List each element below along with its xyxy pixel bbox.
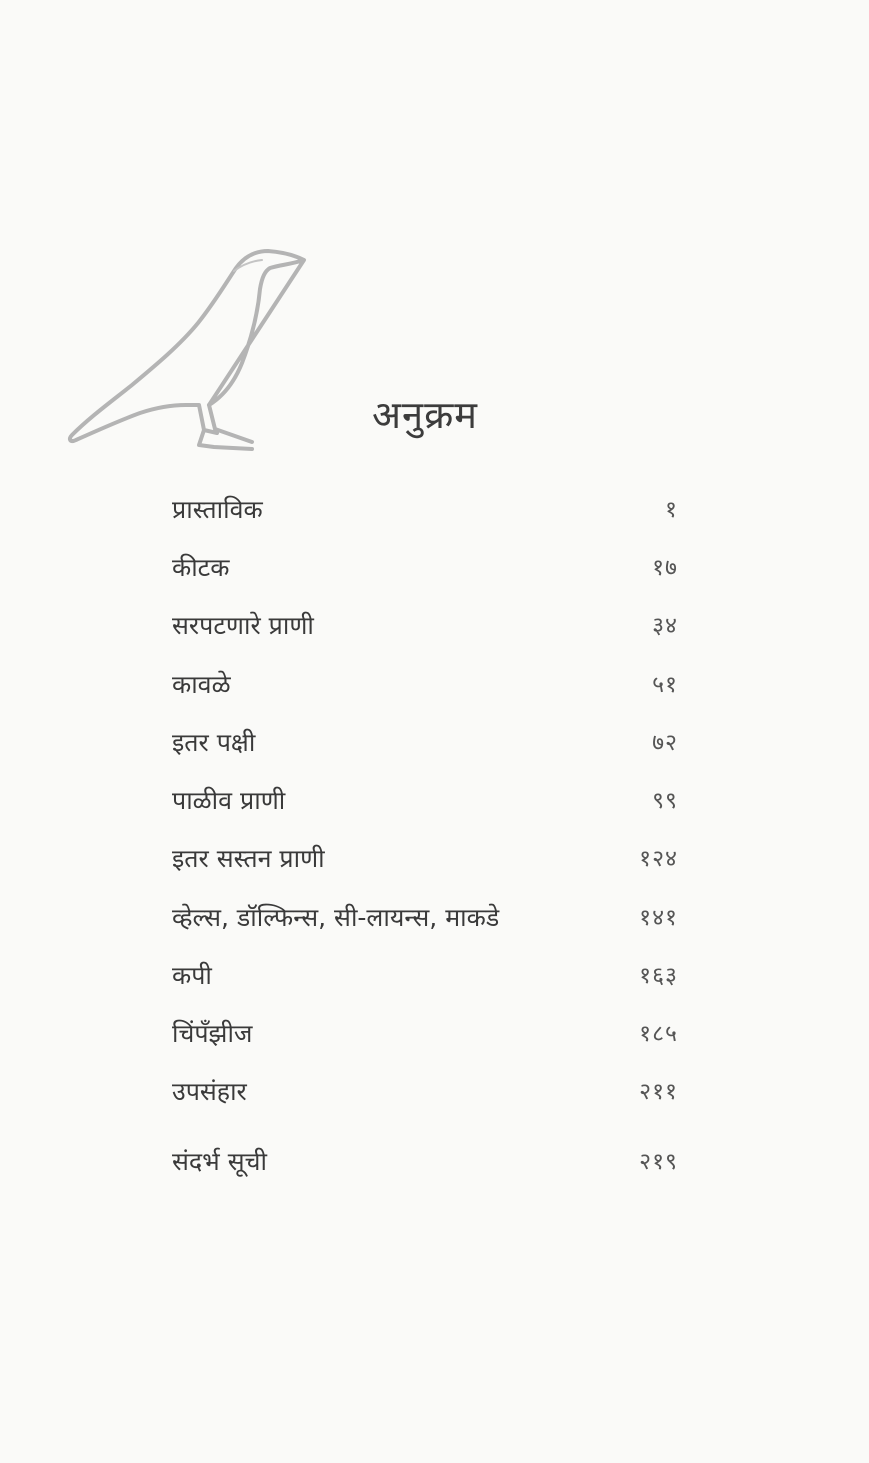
toc-entry-title: उपसंहार (172, 1077, 247, 1106)
toc-entry[interactable] (172, 1072, 678, 1112)
toc-entry-page: १७ (652, 555, 678, 581)
crow-icon (62, 245, 312, 460)
toc-entry-page: १२४ (639, 846, 678, 872)
toc-entry-title: चिंपँझीज (172, 1019, 253, 1048)
toc-entry-page: २११ (639, 1079, 678, 1105)
toc-entry-page: १४१ (639, 905, 678, 931)
toc-entry[interactable] (172, 781, 678, 821)
toc-entry[interactable] (172, 665, 678, 705)
toc-entry[interactable] (172, 956, 678, 996)
toc-entry[interactable] (172, 839, 678, 879)
toc-entry[interactable] (172, 606, 678, 646)
toc-entry-page: २१९ (639, 1149, 678, 1175)
toc-entry[interactable] (172, 548, 678, 588)
toc-entry-title: पाळीव प्राणी (172, 786, 286, 815)
toc-entry-page: ९९ (652, 788, 678, 814)
toc-entry-page: १६३ (639, 963, 678, 989)
toc-entry-title: सरपटणारे प्राणी (172, 611, 314, 640)
toc-entry[interactable] (172, 723, 678, 763)
toc-entry[interactable] (172, 1142, 678, 1182)
toc-entry-title: प्रास्ताविक (172, 495, 263, 524)
toc-entry[interactable] (172, 898, 678, 938)
toc-entry-page: १८५ (639, 1021, 678, 1047)
toc-entry-page: ५१ (652, 672, 678, 698)
toc-entry[interactable] (172, 490, 678, 530)
page-title: अनुक्रम (372, 393, 479, 437)
toc-entry-title: व्हेल्स, डॉल्फिन्स, सी-लायन्स, माकडे (172, 903, 500, 932)
toc-entry-page: ३४ (652, 613, 678, 639)
toc-entry-title: कावळे (172, 670, 231, 699)
toc-entry-title: कपी (172, 961, 212, 990)
toc-entry-title: कीटक (172, 553, 230, 582)
toc-entry-title: इतर सस्तन प्राणी (172, 844, 325, 873)
toc-entry-page: १ (665, 497, 678, 523)
toc-entry-title: इतर पक्षी (172, 728, 256, 757)
toc-entry-title: संदर्भ सूची (172, 1147, 267, 1176)
toc-entry-page: ७२ (652, 730, 678, 756)
toc-entry[interactable] (172, 1014, 678, 1054)
